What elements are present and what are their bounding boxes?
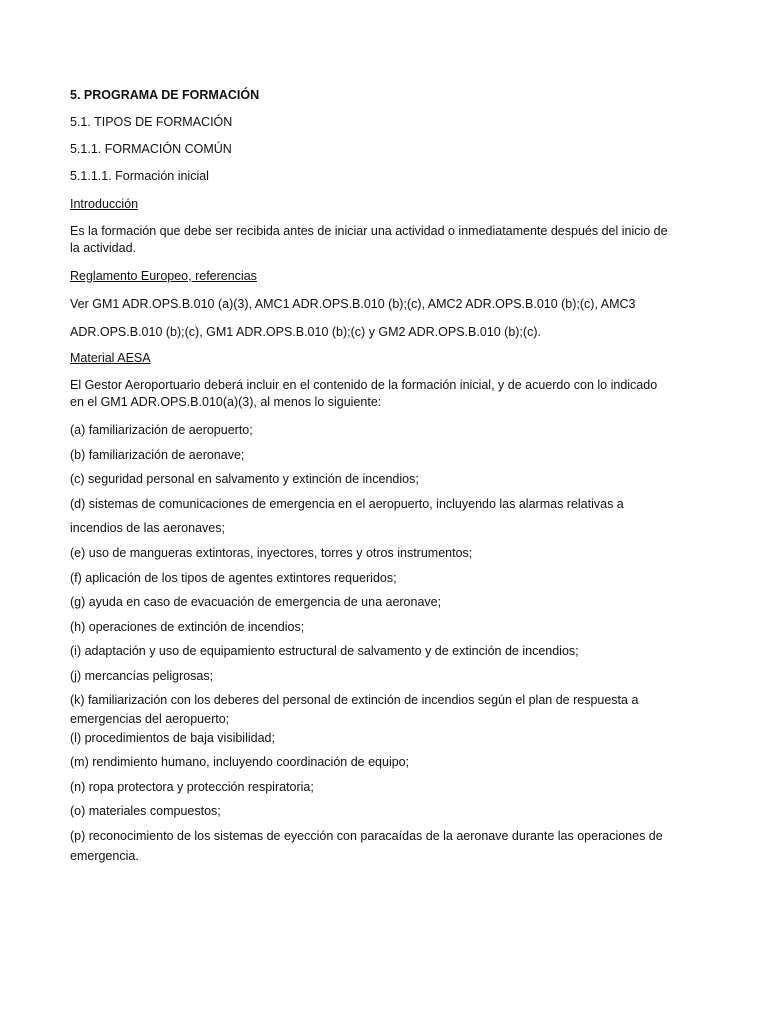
- list-item: (o) materiales compuestos;: [70, 804, 221, 818]
- list-item: (a) familiarización de aeropuerto;: [70, 423, 253, 437]
- list-item: emergencias del aeropuerto;: [70, 712, 230, 726]
- list-item: (f) aplicación de los tipos de agentes extintores requeridos;: [70, 571, 397, 585]
- list-item: (d) sistemas de comunicaciones de emergencia en el aeropuerto, incluyendo las alarmas relativas a: [70, 497, 624, 511]
- list-item: (p) reconocimiento de los sistemas de eyección con paracaídas de la aeronave durante las operaciones de: [70, 829, 663, 843]
- list-item: (n) ropa protectora y protección respiratoria;: [70, 780, 314, 794]
- list-item: incendios de las aeronaves;: [70, 521, 225, 535]
- list-item: emergencia.: [70, 849, 139, 863]
- list-item: (c) seguridad personal en salvamento y extinción de incendios;: [70, 472, 419, 486]
- regulation-paragraph-line: Ver GM1 ADR.OPS.B.010 (a)(3), AMC1 ADR.OPS.B.010 (b);(c), AMC2 ADR.OPS.B.010 (b);(c), AMC3: [70, 297, 636, 311]
- intro-paragraph-line: Es la formación que debe ser recibida antes de iniciar una actividad o inmediatamente después del inicio de: [70, 224, 668, 238]
- list-item: (e) uso de mangueras extintoras, inyectores, torres y otros instrumentos;: [70, 546, 473, 560]
- regulation-heading: Reglamento Europeo, referencias: [70, 269, 257, 283]
- section-heading: 5. PROGRAMA DE FORMACIÓN: [70, 88, 260, 102]
- subsubsection-heading: 5.1.1. FORMACIÓN COMÚN: [70, 142, 232, 156]
- intro-heading: Introducción: [70, 197, 139, 211]
- aesa-heading: Material AESA: [70, 351, 151, 365]
- list-item: (b) familiarización de aeronave;: [70, 448, 245, 462]
- regulation-paragraph-line: ADR.OPS.B.010 (b);(c), GM1 ADR.OPS.B.010 (b);(c) y GM2 ADR.OPS.B.010 (b);(c).: [70, 325, 541, 339]
- topic-heading: 5.1.1.1. Formación inicial: [70, 169, 209, 183]
- aesa-paragraph-line: El Gestor Aeroportuario deberá incluir en el contenido de la formación inicial, y de acuerdo con lo indicado: [70, 378, 658, 392]
- list-item: (g) ayuda en caso de evacuación de emergencia de una aeronave;: [70, 595, 442, 609]
- list-item: (i) adaptación y uso de equipamiento estructural de salvamento y de extinción de incendios;: [70, 644, 579, 658]
- subsection-heading: 5.1. TIPOS DE FORMACIÓN: [70, 115, 233, 129]
- list-item: (m) rendimiento humano, incluyendo coordinación de equipo;: [70, 755, 410, 769]
- list-item: (h) operaciones de extinción de incendios;: [70, 620, 305, 634]
- intro-paragraph-line: la actividad.: [70, 241, 137, 255]
- list-item: (l) procedimientos de baja visibilidad;: [70, 731, 275, 745]
- list-item: (j) mercancías peligrosas;: [70, 669, 214, 683]
- list-item: (k) familiarización con los deberes del personal de extinción de incendios según el plan de respuesta a: [70, 693, 639, 707]
- aesa-paragraph-line: en el GM1 ADR.OPS.B.010(a)(3), al menos lo siguiente:: [70, 395, 382, 409]
